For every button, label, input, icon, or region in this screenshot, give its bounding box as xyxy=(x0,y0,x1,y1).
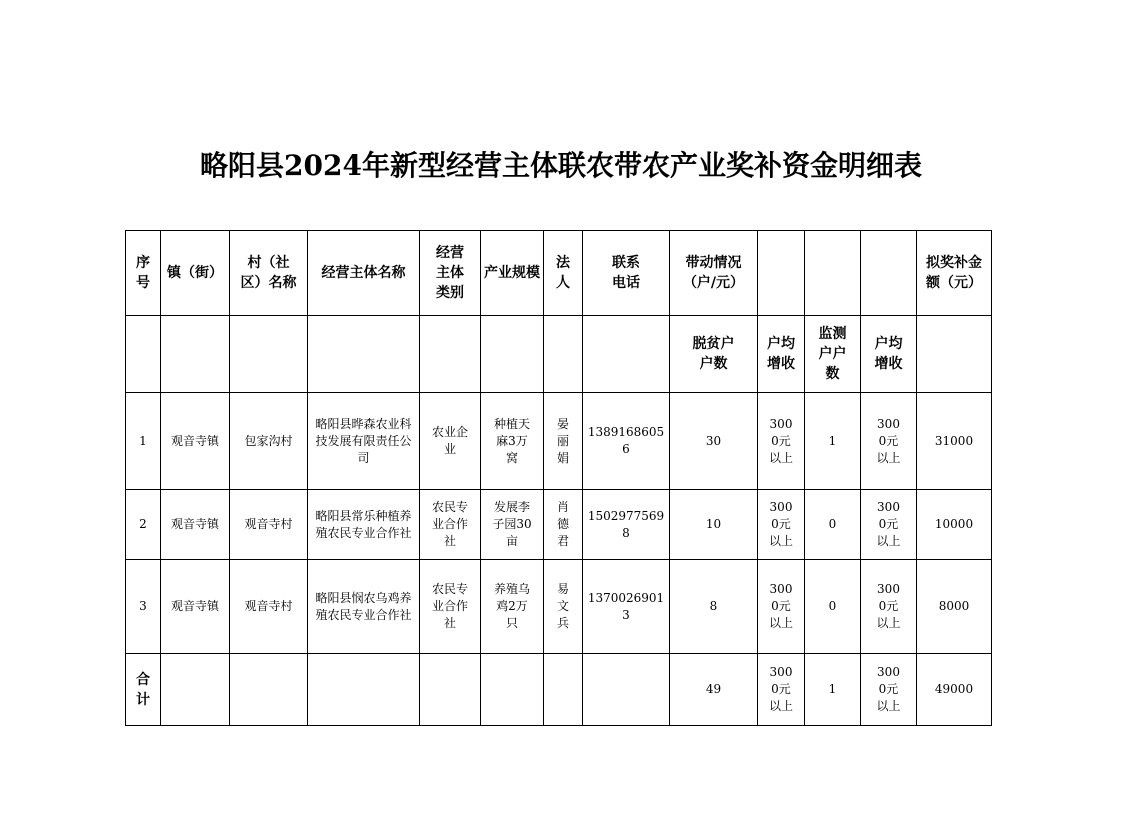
cell-type: 农民专业合作社 xyxy=(420,560,481,654)
header-monitor-households: 监测户户数 xyxy=(805,316,861,393)
sub-empty xyxy=(126,316,161,393)
header-phone: 联系电话 xyxy=(583,231,670,316)
header-seq: 序号 xyxy=(126,231,161,316)
sub-empty xyxy=(481,316,544,393)
total-label: 合计 xyxy=(126,654,161,726)
cell-village: 观音寺村 xyxy=(230,490,308,560)
total-income1: 3000元以上 xyxy=(758,654,805,726)
cell-monitor: 0 xyxy=(805,490,861,560)
cell-award: 10000 xyxy=(917,490,992,560)
cell-town: 观音寺镇 xyxy=(161,560,230,654)
sub-empty xyxy=(308,316,420,393)
total-income2: 3000元以上 xyxy=(861,654,917,726)
cell-legal: 肖德君 xyxy=(544,490,583,560)
header-town: 镇（街） xyxy=(161,231,230,316)
cell-legal: 易文兵 xyxy=(544,560,583,654)
total-empty xyxy=(583,654,670,726)
cell-entity: 略阳县悯农乌鸡养殖农民专业合作社 xyxy=(308,560,420,654)
total-monitor: 1 xyxy=(805,654,861,726)
cell-village: 观音寺村 xyxy=(230,560,308,654)
cell-scale: 养殖乌鸡2万只 xyxy=(481,560,544,654)
total-empty xyxy=(481,654,544,726)
header-row xyxy=(126,231,992,316)
sub-empty xyxy=(230,316,308,393)
subheader-row xyxy=(126,316,992,393)
cell-award: 8000 xyxy=(917,560,992,654)
cell-monitor: 1 xyxy=(805,393,861,490)
table-row xyxy=(126,490,992,560)
cell-seq: 2 xyxy=(126,490,161,560)
header-village: 村（社区）名称 xyxy=(230,231,308,316)
cell-phone: 15029775698 xyxy=(583,490,670,560)
header-avg-income-1: 户均增收 xyxy=(758,316,805,393)
cell-income1: 3000元以上 xyxy=(758,560,805,654)
header-empty-2 xyxy=(805,231,861,316)
table-row xyxy=(126,393,992,490)
award-table xyxy=(125,230,992,726)
sub-empty xyxy=(544,316,583,393)
header-empty-1 xyxy=(758,231,805,316)
total-empty xyxy=(544,654,583,726)
header-entity: 经营主体名称 xyxy=(308,231,420,316)
cell-income1: 3000元以上 xyxy=(758,393,805,490)
cell-income1: 3000元以上 xyxy=(758,490,805,560)
cell-type: 农民专业合作社 xyxy=(420,490,481,560)
total-row xyxy=(126,654,992,726)
header-scale: 产业规模 xyxy=(481,231,544,316)
header-avg-income-2: 户均增收 xyxy=(861,316,917,393)
cell-phone: 13891686056 xyxy=(583,393,670,490)
cell-households: 10 xyxy=(670,490,758,560)
cell-income2: 3000元以上 xyxy=(861,560,917,654)
header-type: 经营主体类别 xyxy=(420,231,481,316)
cell-scale: 种植天麻3万窝 xyxy=(481,393,544,490)
cell-award: 31000 xyxy=(917,393,992,490)
sub-empty xyxy=(161,316,230,393)
cell-phone: 13700269013 xyxy=(583,560,670,654)
page-title: 略阳县2024年新型经营主体联农带农产业奖补资金明细表 xyxy=(200,149,922,182)
cell-seq: 3 xyxy=(126,560,161,654)
header-drive: 带动情况（户/元） xyxy=(670,231,758,316)
total-empty xyxy=(308,654,420,726)
sub-empty xyxy=(420,316,481,393)
cell-type: 农业企业 xyxy=(420,393,481,490)
header-legal: 法人 xyxy=(544,231,583,316)
header-award: 拟奖补金额（元） xyxy=(917,231,992,316)
header-empty-3 xyxy=(861,231,917,316)
sub-empty xyxy=(583,316,670,393)
cell-village: 包家沟村 xyxy=(230,393,308,490)
cell-seq: 1 xyxy=(126,393,161,490)
table-row xyxy=(126,560,992,654)
header-poverty-households: 脱贫户户数 xyxy=(670,316,758,393)
cell-income2: 3000元以上 xyxy=(861,490,917,560)
cell-scale: 发展李子园30亩 xyxy=(481,490,544,560)
total-empty xyxy=(161,654,230,726)
cell-legal: 晏丽娟 xyxy=(544,393,583,490)
total-households: 49 xyxy=(670,654,758,726)
cell-entity: 略阳县常乐种植养殖农民专业合作社 xyxy=(308,490,420,560)
sub-empty xyxy=(917,316,992,393)
cell-town: 观音寺镇 xyxy=(161,490,230,560)
cell-entity: 略阳县晔森农业科技发展有限责任公司 xyxy=(308,393,420,490)
cell-households: 8 xyxy=(670,560,758,654)
cell-households: 30 xyxy=(670,393,758,490)
total-award: 49000 xyxy=(917,654,992,726)
cell-town: 观音寺镇 xyxy=(161,393,230,490)
cell-monitor: 0 xyxy=(805,560,861,654)
total-empty xyxy=(420,654,481,726)
total-empty xyxy=(230,654,308,726)
cell-income2: 3000元以上 xyxy=(861,393,917,490)
